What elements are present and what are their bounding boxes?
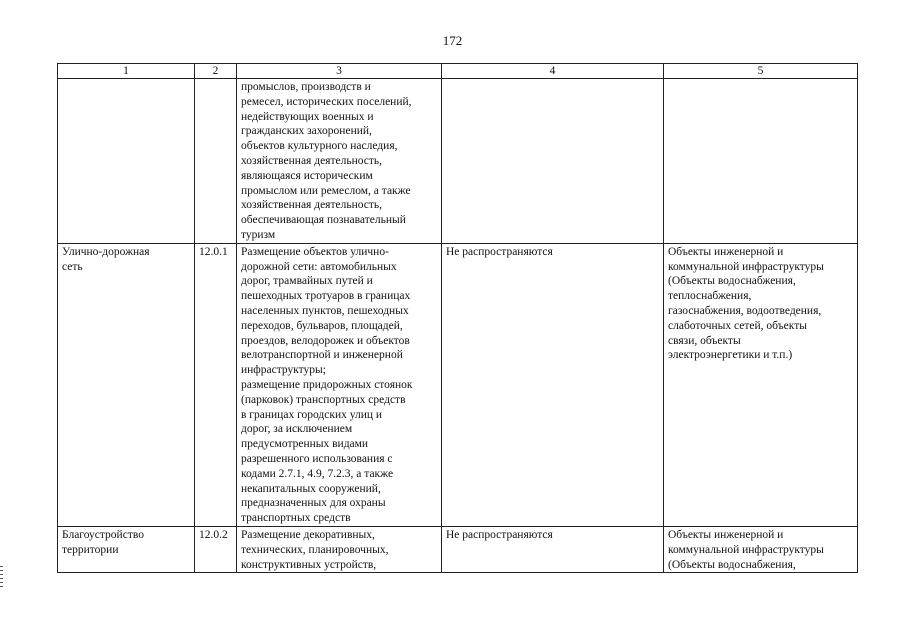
row-col4: Не распространяются xyxy=(442,243,664,526)
row-col5: Объекты инженерной и коммунальной инфраструктуры (Объекты водоснабжения, xyxy=(664,526,858,572)
row-code xyxy=(195,79,237,244)
row-name: Улично-дорожная сеть xyxy=(58,243,195,526)
row-col4 xyxy=(442,79,664,244)
column-header-1: 1 xyxy=(58,64,195,79)
table-row xyxy=(58,526,858,572)
row-name xyxy=(58,79,195,244)
row-code: 12.0.2 xyxy=(195,526,237,572)
column-header-3: 3 xyxy=(237,64,442,79)
table-row xyxy=(58,243,858,526)
row-col5: Объекты инженерной и коммунальной инфраструктуры (Объекты водоснабжения, теплоснабжения, газоснабжения, водоотведения, слаботочных сетей, объекты связи, объекты электроэнергетики и т.п.) xyxy=(664,243,858,526)
column-header-4: 4 xyxy=(442,64,664,79)
row-col4: Не распространяются xyxy=(442,526,664,572)
row-code: 12.0.1 xyxy=(195,243,237,526)
column-header-2: 2 xyxy=(195,64,237,79)
table-row xyxy=(58,79,858,244)
scan-margin-marks xyxy=(0,566,3,590)
page-number: 172 xyxy=(442,33,463,48)
header-row xyxy=(58,64,858,79)
row-description: Размещение декоративных, технических, планировочных, конструктивных устройств, xyxy=(237,526,442,572)
row-description: промыслов, производств и ремесел, исторических поселений, недействующих военных и гражданских захоронений, объектов культурного наследия, хозяйственная деятельность, являющаяся историческим промыслом или ремеслом, а также хозяйственная деятельность, обеспечивающая познавательный туризм xyxy=(237,79,442,244)
row-col5 xyxy=(664,79,858,244)
row-description: Размещение объектов улично- дорожной сети: автомобильных дорог, трамвайных путей и пешеходных тротуаров в границах населенных пунктов, пешеходных переходов, бульваров, площадей, проездов, велодорожек и объектов велотранспортной и инженерной инфраструктуры; размещение придорожных стоянок (парковок) транспортных средств в границах городских улиц и дорог, за исключением предусмотренных видами разрешенного использования с кодами 2.7.1, 4.9, 7.2.3, а также некапитальных сооружений, предназначенных для охраны транспортных средств xyxy=(237,243,442,526)
land-use-table xyxy=(57,63,858,573)
column-header-5: 5 xyxy=(664,64,858,79)
row-name: Благоустройство территории xyxy=(58,526,195,572)
